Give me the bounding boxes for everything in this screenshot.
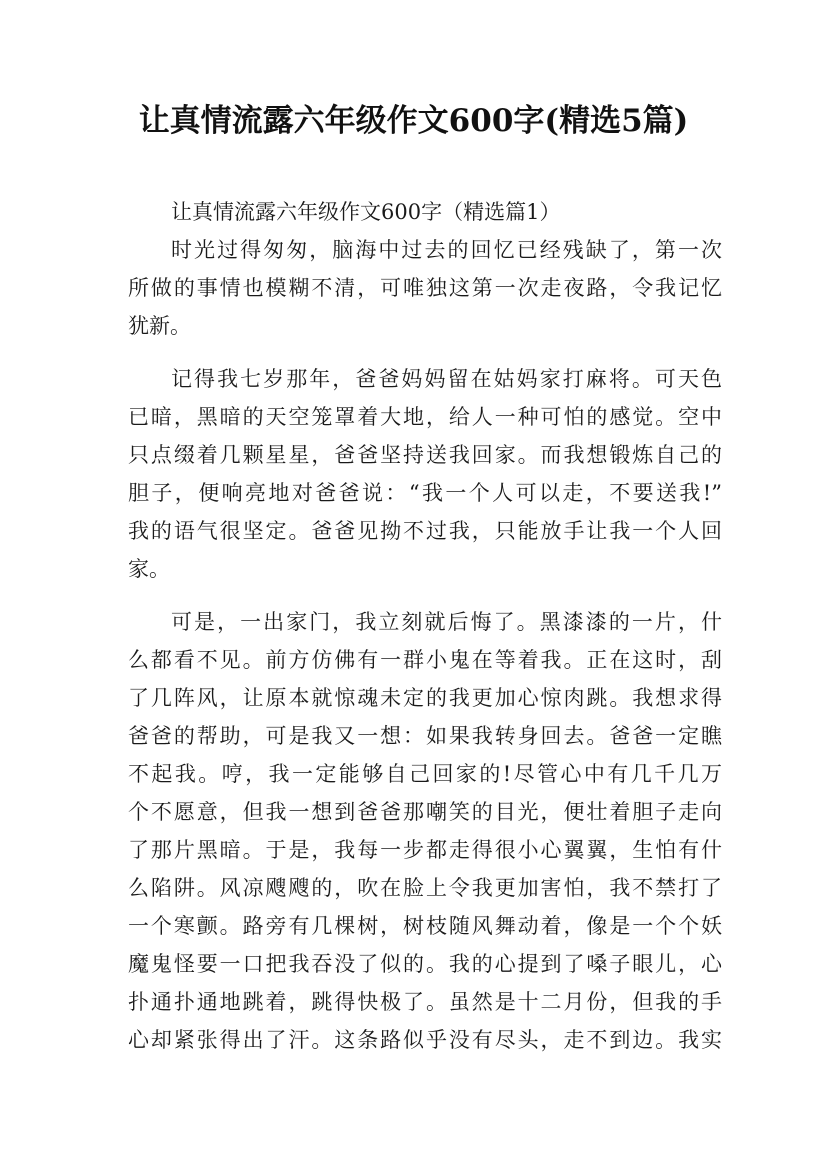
- document-title: 让真情流露六年级作文600字(精选5篇): [138, 103, 689, 139]
- paragraph-3-line-9: 一个寒颤。路旁有几棵树，树枝随风舞动着，像是一个个妖: [128, 914, 722, 938]
- paragraph-3-line-12: 心却紧张得出了汗。这条路似乎没有尽头，走不到边。我实: [128, 1028, 722, 1052]
- paragraph-2-line-5: 我的语气很坚定。爸爸见拗不过我，只能放手让我一个人回: [128, 519, 722, 543]
- paragraph-3-line-3: 了几阵风，让原本就惊魂未定的我更加心惊肉跳。我想求得: [128, 686, 722, 710]
- paragraph-3-line-1: 可是，一出家门，我立刻就后悔了。黑漆漆的一片，什: [171, 610, 722, 634]
- paragraph-2-line-1: 记得我七岁那年，爸爸妈妈留在姑妈家打麻将。可天色: [171, 367, 722, 391]
- document-body: [128, 193, 722, 1059]
- paragraph-gap: [128, 588, 722, 603]
- paragraph-2-line-3: 只点缀着几颗星星，爸爸坚持送我回家。而我想锻炼自己的: [128, 443, 722, 467]
- paragraph-3-line-2: 么都看不见。前方仿佛有一群小鬼在等着我。正在这时，刮: [128, 648, 722, 672]
- paragraph-3-line-8: 么陷阱。风凉飕飕的，吹在脸上令我更加害怕，我不禁打了: [128, 876, 722, 900]
- paragraph-2-line-4: 胆子，便响亮地对爸爸说：“我一个人可以走，不要送我!”: [128, 481, 722, 505]
- paragraph-3-line-6: 个不愿意，但我一想到爸爸那嘲笑的目光，便壮着胆子走向: [128, 800, 722, 824]
- paragraph-3-line-10: 魔鬼怪要一口把我吞没了似的。我的心提到了嗓子眼儿，心: [128, 952, 722, 976]
- paragraph-3-line-7: 了那片黑暗。于是，我每一步都走得很小心翼翼，生怕有什: [128, 838, 722, 862]
- paragraph-2-line-2: 已暗，黑暗的天空笼罩着大地，给人一种可怕的感觉。空中: [128, 405, 722, 429]
- paragraph-1-line-1: 时光过得匆匆，脑海中过去的回忆已经残缺了，第一次: [171, 238, 722, 262]
- section-heading: 让真情流露六年级作文600字（精选篇1）: [171, 200, 561, 224]
- paragraph-3-line-11: 扑通扑通地跳着，跳得快极了。虽然是十二月份，但我的手: [128, 990, 722, 1014]
- paragraph-gap: [128, 345, 722, 360]
- paragraph-2-line-6: 家。: [128, 557, 170, 581]
- paragraph-1-line-2: 所做的事情也模糊不清，可唯独这第一次走夜路，令我记忆: [128, 276, 722, 300]
- paragraph-3-line-4: 爸爸的帮助，可是我又一想：如果我转身回去。爸爸一定瞧: [128, 724, 722, 748]
- paragraph-1-line-3: 犹新。: [128, 314, 191, 338]
- paragraph-3-line-5: 不起我。哼，我一定能够自己回家的!尽管心中有几千几万: [128, 762, 722, 786]
